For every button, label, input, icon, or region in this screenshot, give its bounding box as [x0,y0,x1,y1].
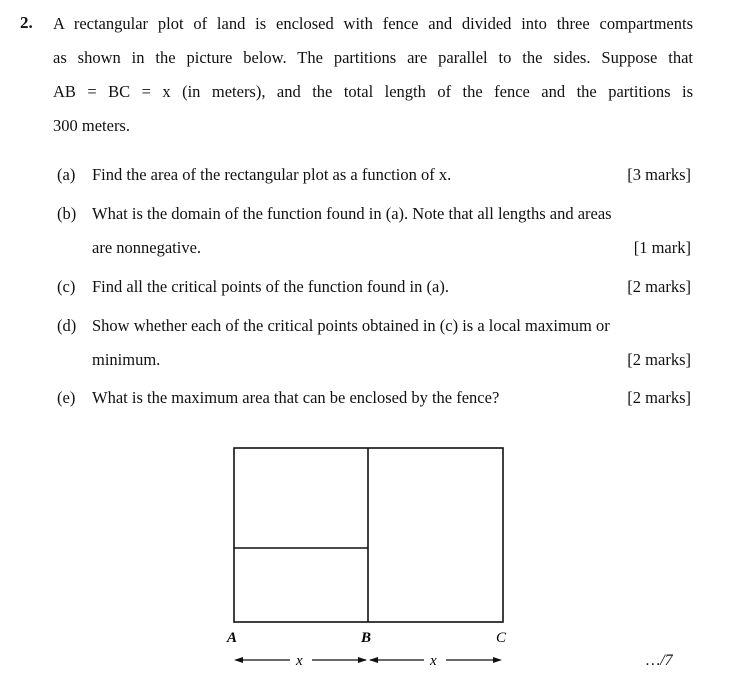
part-c-label: (c) [57,277,76,296]
segment-x-label-2: x [430,653,437,669]
segment-x-label-1: x [296,653,303,669]
intro-line-1: A rectangular plot of land is enclosed with fence and divided into three compartments [53,14,693,33]
point-a-label: A [227,630,238,646]
part-a-text: Find the area of the rectangular plot as a function of x. [92,165,452,184]
part-c-text: Find all the critical points of the function found in (a). [92,277,449,296]
part-a-label: (a) [57,165,76,184]
intro-line-4: 300 meters. [53,116,130,135]
part-b-text: What is the domain of the function found in (a). Note that all lengths and areas [92,204,612,223]
intro-line-3: AB = BC = x (in meters), and the total length of the fence and the partitions is [53,82,693,101]
part-c-marks: [2 marks] [627,277,691,296]
part-e-label: (e) [57,388,76,407]
part-a-marks: [3 marks] [627,165,691,184]
part-b-label: (b) [57,204,77,223]
part-b-marks: [1 mark] [633,238,691,257]
part-e-marks: [2 marks] [627,388,691,407]
page-marker: …/7 [646,652,673,669]
point-c-label: C [496,630,507,646]
part-d-text-continued: minimum. [92,350,161,369]
part-d-text: Show whether each of the critical points obtained in (c) is a local maximum or [92,316,610,335]
question-number: 2. [20,13,33,32]
part-b-text-continued: are nonnegative. [92,238,202,257]
part-e-text: What is the maximum area that can be enclosed by the fence? [92,388,500,407]
part-d-label: (d) [57,316,77,335]
point-b-label: B [361,630,372,646]
intro-line-2: as shown in the picture below. The partitions are parallel to the sides. Suppose that [53,48,693,67]
part-d-marks: [2 marks] [627,350,691,369]
